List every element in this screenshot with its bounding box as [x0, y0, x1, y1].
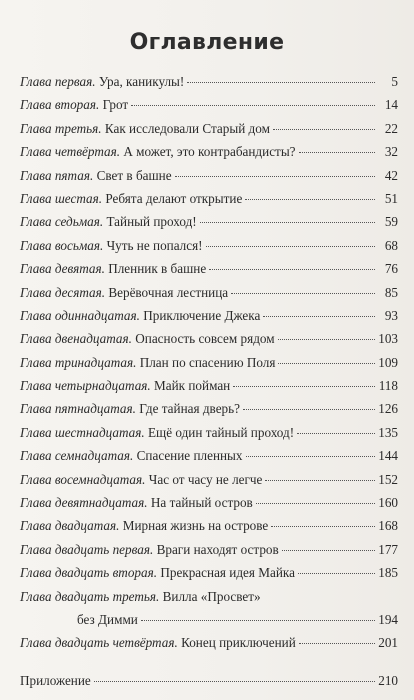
chapter-number: Глава девятнадцатая.: [20, 495, 148, 511]
toc-entry: [20, 351, 398, 374]
dot-leader: [209, 269, 375, 270]
chapter-number: Глава восемнадцатая.: [20, 471, 146, 487]
dot-leader: [278, 339, 375, 340]
chapter-title: Ура, каникулы!: [98, 74, 185, 89]
chapter-title: На тайный остров: [150, 495, 253, 511]
page-number: 135: [378, 424, 398, 440]
toc-entry: [20, 514, 398, 537]
dot-leader: [282, 550, 375, 551]
dot-leader: [245, 199, 375, 200]
dot-leader: [200, 222, 375, 223]
page-number: 194: [378, 611, 398, 627]
toc-entry-label: [20, 187, 242, 210]
toc-entry-label: [20, 164, 172, 187]
toc-entry-label: [20, 561, 295, 584]
chapter-title: Майк пойман: [154, 378, 231, 394]
chapter-number: Глава восьмая.: [20, 237, 104, 253]
dot-leader: [298, 573, 375, 574]
chapter-title: Где тайная дверь?: [139, 401, 241, 417]
page-number: 42: [384, 167, 398, 183]
toc-entry-label: [20, 327, 275, 350]
page-number: 168: [378, 518, 398, 534]
page-number: 160: [378, 495, 398, 511]
appendix-label: Приложение: [20, 672, 91, 688]
toc-entry-label: [20, 257, 206, 280]
toc-entry-label: [20, 281, 228, 304]
dot-leader: [299, 152, 375, 153]
toc-entry-label: [20, 117, 270, 140]
chapter-title: Тайный проход!: [106, 214, 197, 230]
dot-leader: [141, 620, 375, 621]
page-number: 126: [378, 401, 398, 417]
toc-entry: [20, 585, 398, 608]
page-number: 22: [384, 120, 398, 136]
dot-leader: [297, 433, 375, 434]
page-number: 201: [378, 635, 398, 651]
toc-entry: [20, 397, 398, 420]
toc-entry-label: [20, 234, 203, 257]
toc-entry: [20, 374, 398, 397]
toc-entry: [20, 444, 398, 467]
dot-leader: [243, 409, 375, 410]
chapter-number: Глава третья.: [20, 120, 102, 136]
chapter-title: Грот: [102, 97, 129, 113]
chapter-title: А может, это контрабандисты?: [123, 144, 296, 160]
toc-entry-label: [20, 397, 240, 420]
chapter-title: Спасение пленных: [136, 448, 243, 464]
toc-entry-continuation: [20, 608, 398, 631]
page-number: 185: [378, 565, 398, 581]
chapter-title: Вилла «Просвет»: [162, 588, 261, 604]
chapter-title: Свет в башне: [96, 167, 172, 183]
chapter-title: Как исследовали Старый дом: [104, 120, 270, 136]
chapter-number: Глава вторая.: [20, 97, 100, 113]
chapter-title: Чуть не попался!: [106, 237, 203, 253]
page-number: 51: [384, 190, 398, 206]
page-title: Оглавление: [129, 30, 285, 55]
dot-leader: [265, 480, 375, 481]
page-number: 14: [384, 97, 398, 113]
toc-entry: [20, 561, 398, 584]
chapter-title: Ребята делают открытие: [105, 190, 243, 206]
dot-leader: [94, 681, 375, 682]
toc-entry-label: [20, 631, 296, 654]
toc-entry-label: [20, 210, 197, 233]
chapter-title: План по спасению Поля: [139, 354, 276, 370]
page-number: 177: [378, 541, 398, 557]
dot-leader: [131, 105, 375, 106]
chapter-title: без Димми: [77, 611, 138, 627]
chapter-number: Глава шестая.: [20, 190, 103, 206]
chapter-number: Глава девятая.: [20, 261, 105, 277]
toc-entry: [20, 187, 398, 210]
page-number: 103: [378, 331, 398, 347]
toc-entry: [20, 257, 398, 280]
dot-leader: [246, 456, 375, 457]
chapter-number: Глава пятая.: [20, 167, 94, 183]
chapter-title: Ещё один тайный проход!: [148, 424, 295, 440]
toc-entry: [20, 468, 398, 491]
chapter-number: Глава тринадцатая.: [20, 354, 137, 370]
toc-entry: [20, 304, 398, 327]
page-number: 5: [391, 74, 398, 89]
page-number: 210: [378, 672, 398, 688]
toc-entry: [20, 421, 398, 444]
toc-entry-label: [20, 93, 128, 116]
chapter-title: Приключение Джека: [143, 307, 261, 323]
chapter-number: Глава шестнадцатая.: [20, 424, 145, 440]
chapter-number: Глава одиннадцатая.: [20, 307, 140, 323]
chapter-number: Глава четырнадцатая.: [20, 378, 151, 394]
page-number: 109: [378, 354, 398, 370]
toc-entry-label: [20, 70, 184, 93]
chapter-number: Глава десятая.: [20, 284, 106, 300]
toc-entry: [20, 491, 398, 514]
dot-leader: [278, 363, 375, 364]
chapter-number: Глава двадцать первая.: [20, 541, 154, 557]
toc-entry: [20, 234, 398, 257]
toc-entry: [20, 117, 398, 140]
toc-entry-label: [20, 444, 243, 467]
dot-leader: [187, 82, 375, 83]
toc-entry: [20, 210, 398, 233]
toc-entry-label: [20, 491, 253, 514]
dot-leader: [273, 129, 375, 130]
page-number: 76: [384, 261, 398, 277]
dot-leader: [263, 316, 375, 317]
chapter-title: Опасность совсем рядом: [135, 331, 275, 347]
toc-entry: [20, 281, 398, 304]
chapter-number: Глава первая.: [20, 74, 96, 89]
toc-entry: [20, 140, 398, 163]
table-of-contents: [20, 70, 398, 692]
toc-entry-label: [20, 585, 261, 608]
page-number: 32: [384, 144, 398, 160]
toc-entry-label: [20, 538, 279, 561]
toc-entry-label: [20, 140, 296, 163]
chapter-title: Враги находят остров: [156, 541, 279, 557]
toc-entry-label: [20, 351, 275, 374]
chapter-number: Глава пятнадцатая.: [20, 401, 136, 417]
page-number: 68: [384, 237, 398, 253]
toc-entry: [20, 70, 398, 93]
page-number: 118: [378, 378, 398, 394]
toc-entry: [20, 93, 398, 116]
toc-entry: [20, 327, 398, 350]
chapter-number: Глава двадцать четвёртая.: [20, 635, 178, 651]
toc-entry-label: [20, 514, 268, 537]
toc-appendix: [20, 669, 398, 692]
chapter-title: Прекрасная идея Майка: [160, 565, 295, 581]
dot-leader: [256, 503, 375, 504]
toc-entry-label: [20, 374, 230, 397]
chapter-title: Конец приключений: [181, 635, 296, 651]
chapter-title: Час от часу не легче: [148, 471, 263, 487]
toc-entry: [20, 631, 398, 654]
chapter-title: Пленник в башне: [108, 261, 207, 277]
dot-leader: [206, 246, 375, 247]
dot-leader: [231, 293, 375, 294]
chapter-number: Глава двадцать вторая.: [20, 565, 158, 581]
toc-entry-label: [20, 421, 294, 444]
chapter-number: Глава седьмая.: [20, 214, 104, 230]
toc-entry-label: [20, 304, 260, 327]
dot-leader: [299, 643, 375, 644]
dot-leader: [271, 526, 375, 527]
page-number: 152: [378, 471, 398, 487]
page-number: 59: [384, 214, 398, 230]
chapter-number: Глава двадцать третья.: [20, 588, 160, 604]
toc-entry: [20, 164, 398, 187]
chapter-number: Глава семнадцатая.: [20, 448, 134, 464]
chapter-title: Мирная жизнь на острове: [122, 518, 269, 534]
dot-leader: [233, 386, 375, 387]
toc-entry-label: [20, 468, 262, 491]
toc-entry-label: [77, 608, 138, 631]
chapter-title: Верёвочная лестница: [108, 284, 229, 300]
toc-entry: [20, 538, 398, 561]
page-number: 144: [378, 448, 398, 464]
chapter-number: Глава четвёртая.: [20, 144, 121, 160]
page-number: 93: [384, 307, 398, 323]
dot-leader: [175, 176, 375, 177]
page-number: 85: [384, 284, 398, 300]
chapter-number: Глава двадцатая.: [20, 518, 120, 534]
chapter-number: Глава двенадцатая.: [20, 331, 132, 347]
